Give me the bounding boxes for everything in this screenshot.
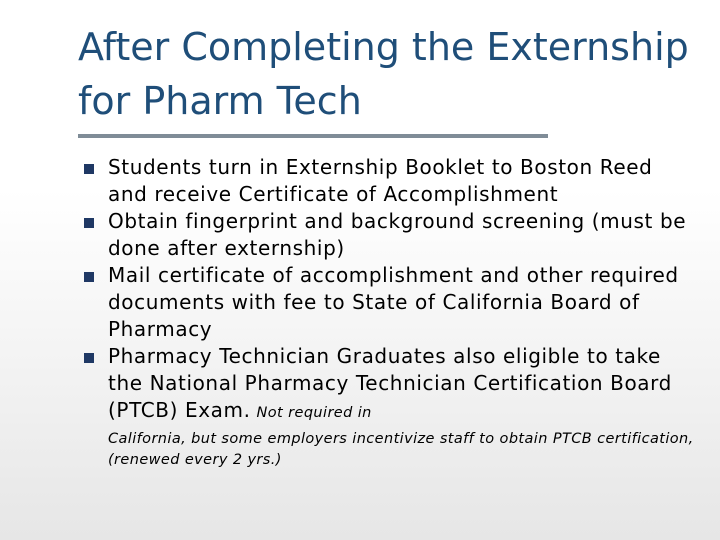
bullet-text: Mail certificate of accomplishment and other required documents with fee to State of California Board of Pharmacy (108, 263, 679, 341)
slide-title: After Completing the Externship for Pharm Tech (78, 25, 689, 123)
bullet-item (84, 208, 694, 262)
bullet-item (84, 343, 694, 471)
bullet-text: Pharmacy Technician Graduates also eligible to take the National Pharmacy Technician Certification Board (PTCB) Exam. (108, 344, 672, 422)
square-bullet-icon (84, 272, 94, 282)
note-lead: Not required in (256, 405, 372, 421)
square-bullet-icon (84, 218, 94, 228)
bullet-list (84, 154, 694, 471)
square-bullet-icon (84, 164, 94, 174)
note-text: California, but some employers incentivize staff to obtain PTCB certification, (renewed every 2 yrs.) (108, 431, 694, 468)
title-divider (78, 134, 548, 138)
bullet-text: Obtain fingerprint and background screening (must be done after externship) (108, 209, 687, 260)
bullet-text: Students turn in Externship Booklet to Boston Reed and receive Certificate of Accomplishment (108, 155, 653, 206)
bullet-item (84, 154, 694, 208)
bullet-item (84, 262, 694, 343)
square-bullet-icon (84, 353, 94, 363)
